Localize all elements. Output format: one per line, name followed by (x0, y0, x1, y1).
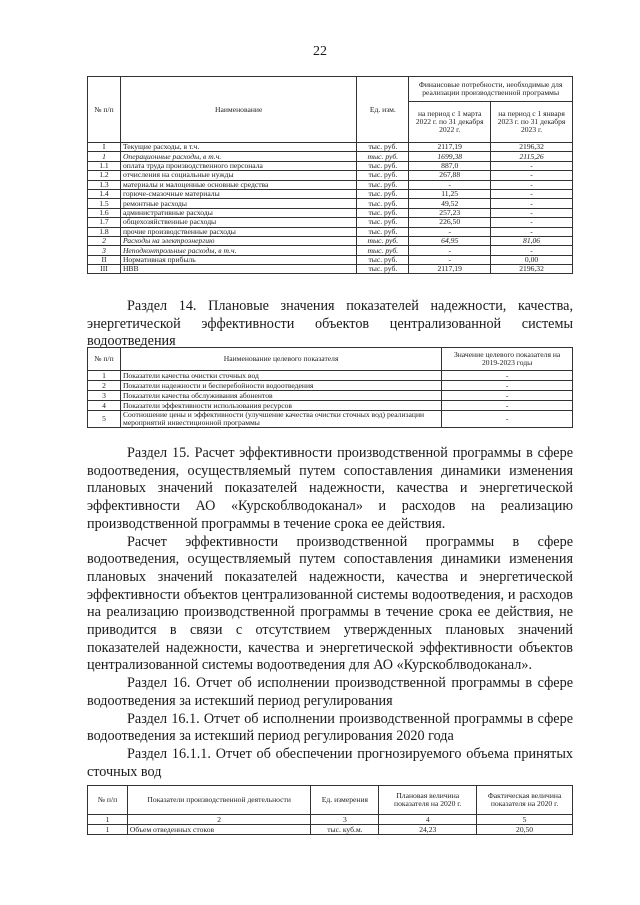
row-name: Объем отведенных стоков (127, 825, 311, 835)
row-v1: 1699,38 (409, 152, 491, 161)
col-header-name: Показатели производственной деятельности (127, 786, 311, 815)
row-v2: - (491, 171, 573, 180)
row-no: 3 (88, 246, 121, 255)
row-name: материалы и малоценные основные средства (120, 180, 356, 189)
row-unit: тыс. руб. (357, 246, 409, 255)
row-v2: - (491, 180, 573, 189)
table-row (88, 401, 573, 411)
financial-needs-table (87, 76, 573, 274)
row-no: 1.7 (88, 218, 121, 227)
row-value: - (442, 411, 573, 428)
body-text (87, 445, 573, 781)
col-header-no: № п/п (88, 786, 128, 815)
row-no: I (88, 143, 121, 152)
row-name: Операционные расходы, в т.ч. (120, 152, 356, 161)
row-no: 1 (88, 371, 121, 381)
row-v2: - (491, 227, 573, 236)
row-v2: - (491, 218, 573, 227)
col-header-group: Финансовые потребности, необходимые для реализации производственной программы (409, 77, 573, 102)
row-unit: тыс. руб. (357, 161, 409, 170)
row-no: 1.5 (88, 199, 121, 208)
row-v2: 0,00 (491, 255, 573, 264)
row-fact: 20,50 (477, 825, 573, 835)
calculation-paragraph: Расчет эффективности производственной программы в сфере водоотведения, осуществляемый путем сопоставления динамики изменения плановых значений показателей надежности, качества и энергетической эффективности объектов централизованной системы водоотведения, и расходов на реализацию производственной программы в течение срока ее действия, не приводится в связи с отсутствием утвержденных плановых значений показателей надежности, качества и энергетической эффективности объектов централизованной системы водоотведения для АО «Курскоблводоканал». (87, 533, 573, 674)
table-row (88, 161, 573, 170)
page-number: 22 (313, 44, 327, 59)
table-row (88, 825, 573, 835)
row-name: административные расходы (120, 208, 356, 217)
section-16-1-1-heading: Раздел 16.1.1. Отчет об обеспечении прогнозируемого объема принятых сточных вод (87, 745, 573, 780)
row-unit: тыс. руб. (357, 227, 409, 236)
row-v1: 257,23 (409, 208, 491, 217)
index-cell: 1 (88, 815, 128, 825)
row-v1: 11,25 (409, 189, 491, 198)
row-no: 2 (88, 236, 121, 245)
table-row (88, 189, 573, 198)
row-no: 4 (88, 401, 121, 411)
table-row (88, 246, 573, 255)
row-value: - (442, 381, 573, 391)
index-cell: 3 (311, 815, 379, 825)
row-v2: 81,06 (491, 236, 573, 245)
row-v1: 887,0 (409, 161, 491, 170)
row-no: 1.4 (88, 189, 121, 198)
row-name: отчисления на социальные нужды (120, 171, 356, 180)
row-name: Соотношение цены и эффективности (улучшение качества очистки сточных вод) реализации мероприятий инвестиционной программы (120, 411, 441, 428)
row-no: 2 (88, 381, 121, 391)
row-no: 1.3 (88, 180, 121, 189)
row-name: Расходы на электроэнергию (120, 236, 356, 245)
row-v2: 2196,32 (491, 143, 573, 152)
row-v1: - (409, 227, 491, 236)
row-v2: 2115,26 (491, 152, 573, 161)
row-unit: тыс. руб. (357, 199, 409, 208)
row-no: 5 (88, 411, 121, 428)
table-row (88, 208, 573, 217)
col-header-no: № п/п (88, 348, 121, 371)
row-name: горюче-смазочные материалы (120, 189, 356, 198)
table-row (88, 381, 573, 391)
table-row (88, 143, 573, 152)
row-v1: - (409, 246, 491, 255)
row-v1: 226,50 (409, 218, 491, 227)
row-unit: тыс. руб. (357, 236, 409, 245)
row-name: оплата труда производственного персонала (120, 161, 356, 170)
row-no: 1.8 (88, 227, 121, 236)
section-15-paragraph: Раздел 15. Расчет эффективности производственной программы в сфере водоотведения, осуществляемый путем сопоставления динамики изменения плановых значений показателей надежности, качества и энергетической эффективности АО «Курскоблводоканал» и расходов на реализацию производственной программы в течение срока ее действия. (87, 445, 573, 532)
row-v1: 49,52 (409, 199, 491, 208)
table-row (88, 180, 573, 189)
row-unit: тыс. руб. (357, 143, 409, 152)
table-row (88, 391, 573, 401)
row-no: 1 (88, 825, 128, 835)
index-cell: 5 (477, 815, 573, 825)
row-no: 1 (88, 152, 121, 161)
row-name: Показатели качества обслуживания абонентов (120, 391, 441, 401)
table-row (88, 199, 573, 208)
row-unit: тыс. руб. (357, 180, 409, 189)
row-name: НВВ (120, 265, 356, 274)
row-v2: - (491, 246, 573, 255)
index-cell: 4 (379, 815, 477, 825)
col-header-name: Наименование (120, 77, 356, 143)
table-row (88, 411, 573, 428)
row-name: Нормативная прибыль (120, 255, 356, 264)
row-unit: тыс. руб. (357, 171, 409, 180)
row-v2: - (491, 208, 573, 217)
col-header-no: № п/п (88, 77, 121, 143)
row-v1: 267,88 (409, 171, 491, 180)
table-row (88, 265, 573, 274)
row-no: III (88, 265, 121, 274)
row-name: прочие производственные расходы (120, 227, 356, 236)
table-row (88, 218, 573, 227)
wastewater-volume-table (87, 785, 573, 835)
table-row (88, 171, 573, 180)
section-16-heading: Раздел 16. Отчет об исполнении производственной программы в сфере водоотведения за истекший период регулирования (87, 675, 573, 709)
row-v1: - (409, 255, 491, 264)
table-row (88, 371, 573, 381)
row-v2: - (491, 189, 573, 198)
row-value: - (442, 371, 573, 381)
col-header-period-2022: на период с 1 марта 2022 г. по 31 декабря 2022 г. (409, 102, 491, 143)
col-header-unit: Ед. измерения (311, 786, 379, 815)
row-no: II (88, 255, 121, 264)
section-16-1-heading: Раздел 16.1. Отчет об исполнении производственной программы в сфере водоотведения за истекший период регулирования 2020 года (87, 710, 573, 745)
row-name: Неподконтрольные расходы, в т.ч. (120, 246, 356, 255)
col-header-name: Наименование целевого показателя (120, 348, 441, 371)
row-no: 3 (88, 391, 121, 401)
row-v2: 2196,32 (491, 265, 573, 274)
row-unit: тыс. руб. (357, 255, 409, 264)
row-v2: - (491, 199, 573, 208)
row-v1: 2117,19 (409, 265, 491, 274)
table-row (88, 152, 573, 161)
row-no: 1.6 (88, 208, 121, 217)
col-header-fact: Фактическая величина показателя на 2020 г. (477, 786, 573, 815)
row-unit: тыс. куб.м. (311, 825, 379, 835)
table-row (88, 227, 573, 236)
row-unit: тыс. руб. (357, 152, 409, 161)
table-row (88, 255, 573, 264)
row-name: ремонтные расходы (120, 199, 356, 208)
row-unit: тыс. руб. (357, 208, 409, 217)
row-name: Показатели надежности и бесперебойности водоотведения (120, 381, 441, 391)
row-v1: 64,95 (409, 236, 491, 245)
row-name: Показатели качества очистки сточных вод (120, 371, 441, 381)
col-header-period-2023: на период с 1 января 2023 г. по 31 декабря 2023 г. (491, 102, 573, 143)
table-row (88, 236, 573, 245)
row-v1: - (409, 180, 491, 189)
row-v1: 2117,19 (409, 143, 491, 152)
row-name: общехозяйственные расходы (120, 218, 356, 227)
row-unit: тыс. руб. (357, 265, 409, 274)
row-value: - (442, 401, 573, 411)
row-no: 1.1 (88, 161, 121, 170)
col-header-plan: Плановая величина показателя на 2020 г. (379, 786, 477, 815)
col-header-value: Значение целевого показателя на 2019-2023 годы (442, 348, 573, 371)
section-14-title: Раздел 14. Плановые значения показателей надежности, качества, энергетической эффективности объектов централизованной системы водоотведения (87, 298, 573, 350)
row-name: Показатели эффективности использования ресурсов (120, 401, 441, 411)
index-cell: 2 (127, 815, 311, 825)
col-header-unit: Ед. изм. (357, 77, 409, 143)
row-v2: - (491, 161, 573, 170)
row-unit: тыс. руб. (357, 218, 409, 227)
target-indicators-table (87, 347, 573, 428)
scan-dot (40, 880, 44, 884)
row-unit: тыс. руб. (357, 189, 409, 198)
row-value: - (442, 391, 573, 401)
row-no: 1.2 (88, 171, 121, 180)
row-plan: 24,23 (379, 825, 477, 835)
row-name: Текущие расходы, в т.ч. (120, 143, 356, 152)
